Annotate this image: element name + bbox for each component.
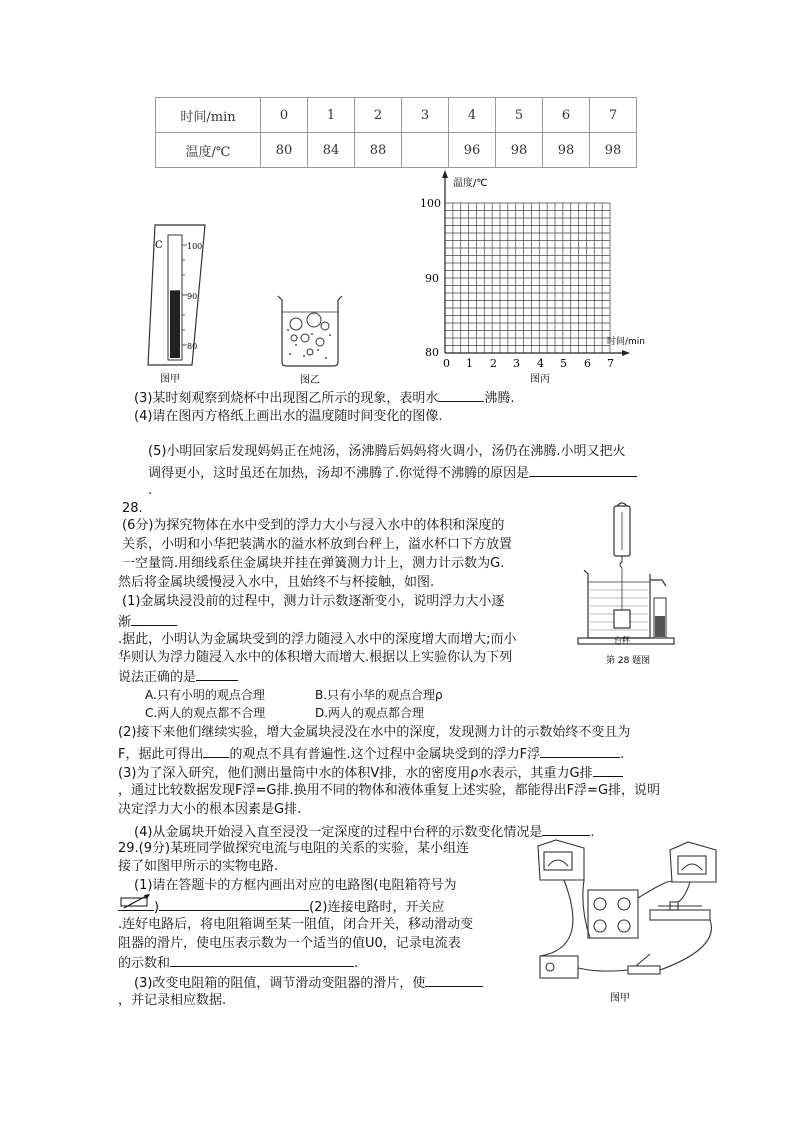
svg-text:1: 1 bbox=[466, 357, 473, 370]
answer-blank[interactable] bbox=[593, 763, 623, 777]
q27-part5-line2: 调得更小，这时虽还在加热，汤却不沸腾了.你觉得不沸腾的原因是 bbox=[148, 463, 637, 483]
answer-blank[interactable] bbox=[540, 744, 620, 758]
svg-text:90: 90 bbox=[187, 292, 198, 301]
svg-text:2: 2 bbox=[490, 357, 497, 370]
answer-blank[interactable] bbox=[159, 897, 309, 911]
option-d: D.两人的观点都合理 bbox=[315, 706, 425, 720]
answer-blank[interactable] bbox=[203, 744, 229, 758]
svg-text:4: 4 bbox=[537, 357, 544, 370]
answer-blank[interactable] bbox=[438, 388, 484, 402]
temperature-grid-figure bbox=[415, 168, 665, 388]
q27-part5-line1: (5)小明回家后发现妈妈正在炖汤，汤沸腾后妈妈将火调小，汤仍在沸腾.小明又把火 bbox=[148, 444, 626, 459]
svg-text:90: 90 bbox=[425, 272, 439, 285]
resistance-box-symbol bbox=[118, 897, 154, 911]
option-b: B.只有小华的观点合理ρ bbox=[315, 688, 443, 702]
svg-text:7: 7 bbox=[607, 357, 614, 370]
scale-label: 台秤 bbox=[614, 636, 630, 645]
svg-text:3: 3 bbox=[513, 357, 520, 370]
option-a: A.只有小明的观点合理 bbox=[145, 688, 265, 702]
thermometer-mercury bbox=[170, 290, 180, 358]
x-axis-label: 时间/min bbox=[607, 337, 646, 347]
y-axis-label: 温度/℃ bbox=[453, 178, 488, 189]
answer-blank[interactable] bbox=[425, 973, 483, 987]
answer-blank[interactable] bbox=[170, 953, 354, 967]
time-label: 时间/min bbox=[156, 98, 261, 133]
svg-text:0: 0 bbox=[443, 357, 450, 370]
svg-text:80: 80 bbox=[425, 346, 439, 359]
circuit-figure bbox=[520, 838, 725, 1008]
temp-label: 温度/℃ bbox=[156, 133, 261, 168]
table-row: 温度/℃ 80 84 88 96 98 98 98 bbox=[156, 133, 637, 168]
q29-number: 29.(9分)某班同学做探究电流与电阻的关系的实验，某小组连 bbox=[118, 841, 470, 856]
q27-part4: (4)请在图丙方格纸上画出水的温度随时间变化的图像. bbox=[134, 409, 443, 424]
q28-number: 28. bbox=[122, 501, 143, 516]
time-temp-table bbox=[155, 97, 637, 168]
beaker-figure bbox=[270, 290, 350, 390]
figure-caption: 图甲 bbox=[160, 374, 180, 385]
q27-part3: (3)某时刻观察到烧杯中出现图乙所示的现象，表明水 沸腾. bbox=[134, 388, 515, 408]
svg-text:100: 100 bbox=[187, 242, 203, 251]
answer-blank[interactable] bbox=[529, 463, 637, 477]
figure-caption: 图乙 bbox=[300, 375, 320, 386]
svg-text:80: 80 bbox=[187, 342, 198, 351]
table-row: 时间/min 0 1 2 3 4 5 6 7 bbox=[156, 98, 637, 133]
figure-caption: 图丙 bbox=[530, 374, 550, 385]
svg-text:6: 6 bbox=[584, 357, 591, 370]
thermometer-unit: C bbox=[155, 240, 163, 251]
svg-text:5: 5 bbox=[560, 357, 567, 370]
thermometer-figure bbox=[140, 220, 210, 390]
svg-text:100: 100 bbox=[420, 197, 441, 210]
answer-blank[interactable] bbox=[542, 822, 590, 836]
figure-caption: 第 28 题图 bbox=[606, 656, 651, 666]
option-c: C.两人的观点都不合理 bbox=[145, 706, 266, 720]
answer-blank[interactable] bbox=[131, 612, 177, 626]
answer-blank[interactable] bbox=[196, 667, 238, 681]
buoyancy-apparatus-figure bbox=[572, 498, 682, 668]
figure-caption: 图甲 bbox=[610, 993, 630, 1004]
